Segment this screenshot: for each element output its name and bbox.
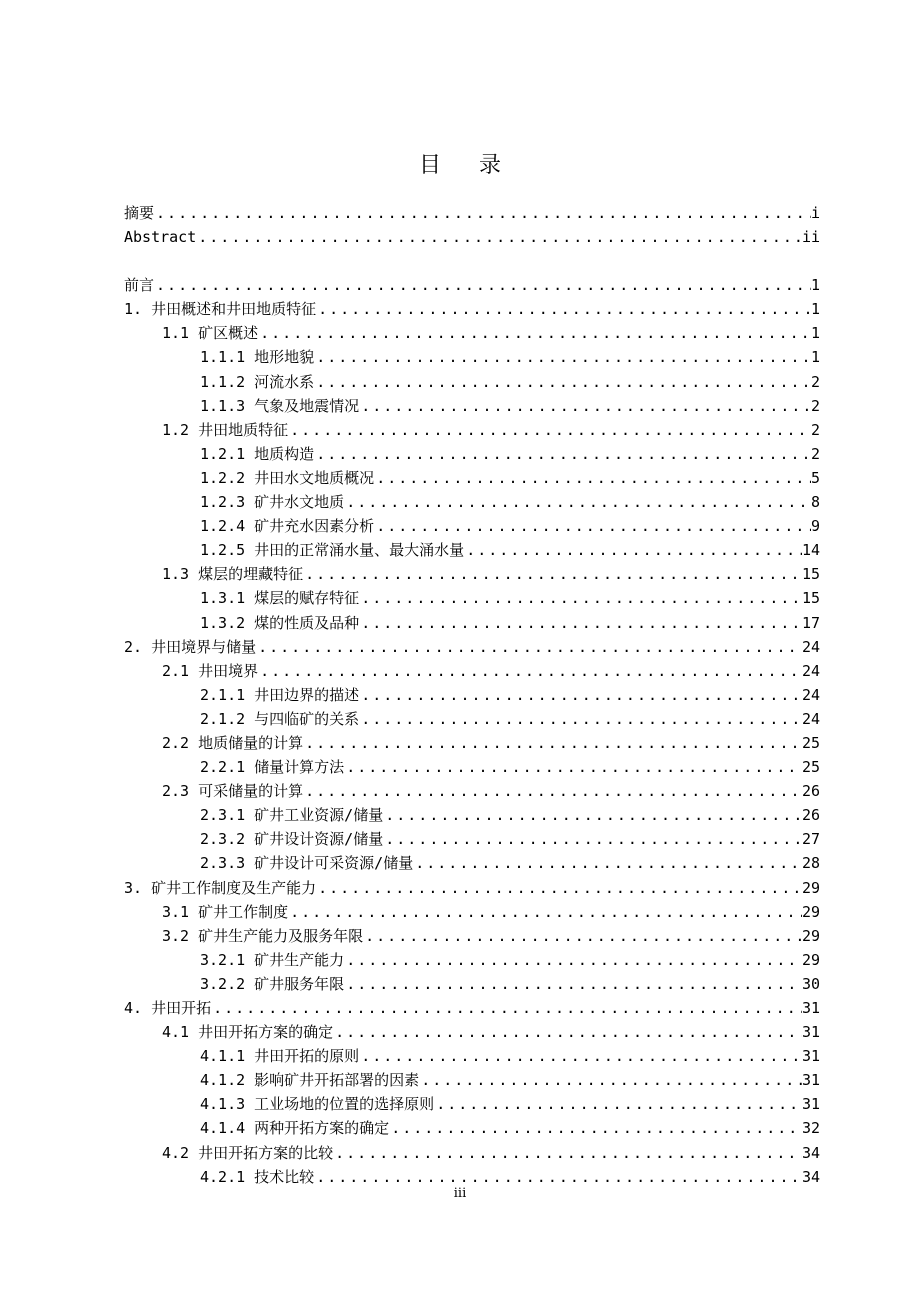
toc-leader-dots [419, 1068, 802, 1092]
toc-entry[interactable] [124, 1044, 820, 1068]
toc-entry-label: 4.1.3 工业场地的位置的选择原则 [200, 1095, 435, 1114]
toc-entry[interactable] [124, 442, 820, 466]
toc-leader-dots [359, 394, 811, 418]
toc-entry-label: 2.3 可采储量的计算 [162, 782, 304, 801]
toc-entry-page: 34 [801, 1167, 820, 1186]
toc-entry-label: 1.2 井田地质特征 [162, 420, 289, 439]
toc-entry-label: 4.1.1 井田开拓的原则 [200, 1047, 360, 1066]
toc-entry-label: 1.1 矿区概述 [162, 324, 259, 343]
toc-leader-dots [363, 924, 802, 948]
toc-entry-label: 1.3 煤层的埋藏特征 [162, 565, 304, 584]
page-title [0, 148, 920, 179]
toc-entry-page: 14 [801, 541, 820, 560]
toc-entry-label: 3.2.1 矿井生产能力 [200, 950, 345, 969]
toc-entry-label: 1. 井田概述和井田地质特征 [124, 300, 317, 319]
toc-entry-page: 1 [810, 276, 820, 295]
toc-leader-dots [374, 514, 811, 538]
toc-entry[interactable] [124, 755, 820, 779]
toc-entry-label: 3. 矿井工作制度及生产能力 [124, 878, 317, 897]
toc-leader-dots [211, 996, 802, 1020]
toc-entry-page: 8 [810, 493, 820, 512]
toc-entry-page: 29 [801, 878, 820, 897]
toc-entry[interactable] [124, 273, 820, 297]
toc-leader-dots [344, 755, 802, 779]
toc-leader-dots [316, 876, 802, 900]
toc-leader-dots [303, 731, 802, 755]
toc-entry-page: 29 [801, 950, 820, 969]
toc-entry[interactable] [124, 948, 820, 972]
toc-leader-dots [359, 586, 802, 610]
toc-entry-label: 前言 [124, 276, 155, 295]
toc-entry[interactable] [124, 611, 820, 635]
toc-entry[interactable] [124, 996, 820, 1020]
toc-entry-label: 1.2.4 矿井充水因素分析 [200, 517, 375, 536]
toc-entry[interactable] [124, 1141, 820, 1165]
toc-entry-label: 2.1.1 井田边界的描述 [200, 685, 360, 704]
toc-entry-label: 1.3.1 煤层的赋存特征 [200, 589, 360, 608]
toc-entry[interactable] [124, 345, 820, 369]
toc-entry-label: 4.1.2 影响矿井开拓部署的因素 [200, 1071, 420, 1090]
toc-entry[interactable] [124, 297, 820, 321]
toc-entry-page: 5 [810, 468, 820, 487]
toc-entry[interactable] [124, 803, 820, 827]
toc-entry[interactable] [124, 1092, 820, 1116]
toc-leader-dots [333, 1020, 802, 1044]
toc-leader-dots [359, 611, 802, 635]
toc-entry[interactable] [124, 418, 820, 442]
toc-entry-label: 4.2 井田开拓方案的比较 [162, 1143, 334, 1162]
toc-entry[interactable] [124, 321, 820, 345]
toc-entry-page: 27 [801, 830, 820, 849]
toc-entry-label: 2.2 地质储量的计算 [162, 733, 304, 752]
toc-leader-dots [344, 490, 811, 514]
toc-entry-page: ii [801, 228, 820, 247]
toc-entry[interactable] [124, 876, 820, 900]
toc-entry-label: 1.2.3 矿井水文地质 [200, 493, 345, 512]
toc-leader-dots [374, 466, 811, 490]
toc-entry-page: 15 [801, 589, 820, 608]
toc-entry-page: 2 [810, 396, 820, 415]
toc-entry[interactable] [124, 1068, 820, 1092]
toc-leader-dots [154, 201, 811, 225]
toc-entry-page: 9 [810, 517, 820, 536]
toc-leader-dots [344, 948, 802, 972]
toc-leader-dots [154, 273, 811, 297]
toc-entry-page: 29 [801, 926, 820, 945]
toc-entry-page: i [810, 204, 820, 222]
toc-entry-page: 26 [801, 806, 820, 825]
table-of-contents [124, 201, 820, 1189]
toc-entry[interactable] [124, 201, 820, 225]
toc-entry[interactable] [124, 466, 820, 490]
toc-entry-page: 26 [801, 782, 820, 801]
toc-entry-page: 31 [801, 999, 820, 1017]
toc-entry-page: 2 [810, 444, 820, 463]
toc-entry[interactable] [124, 490, 820, 514]
toc-entry-page: 24 [801, 661, 820, 680]
toc-entry-label: 1.2.5 井田的正常涌水量、最大涌水量 [200, 541, 465, 560]
toc-entry-label: 摘要 [124, 204, 155, 222]
toc-entry[interactable] [124, 225, 820, 249]
toc-entry-page: 34 [801, 1143, 820, 1162]
toc-entry[interactable] [124, 707, 820, 731]
toc-leader-dots [314, 442, 811, 466]
toc-entry-page: 1 [810, 348, 820, 367]
toc-entry[interactable] [124, 972, 820, 996]
toc-leader-dots [288, 418, 811, 442]
toc-entry[interactable] [124, 659, 820, 683]
toc-leader-dots [316, 297, 811, 321]
toc-entry-page: 24 [801, 685, 820, 704]
toc-entry-page: 32 [801, 1119, 820, 1138]
page-number: iii [453, 1186, 467, 1201]
toc-entry-page: 31 [801, 1047, 820, 1066]
toc-entry-label: 2.2.1 储量计算方法 [200, 758, 345, 777]
toc-leader-dots [288, 900, 802, 924]
toc-entry-label: 2.1 井田境界 [162, 661, 259, 680]
toc-entry-label: 1.2.1 地质构造 [200, 444, 315, 463]
toc-leader-dots [413, 851, 802, 875]
toc-entry-label: 2.3.1 矿井工业资源/储量 [200, 806, 384, 825]
toc-entry[interactable] [124, 851, 820, 875]
toc-leader-dots [314, 370, 811, 394]
toc-entry-page: 1 [810, 324, 820, 343]
toc-entry-page: 28 [801, 854, 820, 873]
toc-leader-dots [359, 683, 802, 707]
toc-entry-label: 1.1.3 气象及地震情况 [200, 396, 360, 415]
toc-entry[interactable] [124, 394, 820, 418]
toc-entry-label: 1.1.1 地形地貌 [200, 348, 315, 367]
toc-leader-dots [258, 321, 811, 345]
toc-entry[interactable] [124, 683, 820, 707]
toc-leader-dots [389, 1116, 802, 1140]
toc-spacer [124, 249, 820, 273]
toc-entry-page: 31 [801, 1023, 820, 1042]
toc-leader-dots [303, 562, 802, 586]
toc-entry-page: 2 [810, 372, 820, 391]
toc-entry-label: 3.2 矿井生产能力及服务年限 [162, 926, 364, 945]
toc-entry-label: 2.3.3 矿井设计可采资源/储量 [200, 854, 414, 873]
toc-leader-dots [333, 1141, 802, 1165]
toc-leader-dots [256, 635, 802, 659]
toc-entry-label: 4.1.4 两种开拓方案的确定 [200, 1119, 390, 1138]
toc-entry-label: 3.1 矿井工作制度 [162, 902, 289, 921]
toc-entry-page: 31 [801, 1095, 820, 1114]
toc-entry-page: 17 [801, 613, 820, 632]
toc-entry-page: 31 [801, 1071, 820, 1090]
toc-entry-page: 2 [810, 420, 820, 439]
toc-entry[interactable] [124, 900, 820, 924]
toc-entry-page: 25 [801, 758, 820, 777]
toc-leader-dots [383, 803, 802, 827]
toc-entry-page: 24 [801, 637, 820, 656]
toc-leader-dots [464, 538, 802, 562]
toc-front-matter [124, 201, 820, 249]
toc-entry[interactable] [124, 1020, 820, 1044]
toc-leader-dots [344, 972, 802, 996]
title-char-1: 目 [418, 153, 441, 178]
toc-entry[interactable] [124, 635, 820, 659]
toc-leader-dots [258, 659, 802, 683]
toc-entry-label: 1.2.2 井田水文地质概况 [200, 468, 375, 487]
toc-entry-page: 29 [801, 902, 820, 921]
toc-entry-label: 4.2.1 技术比较 [200, 1167, 315, 1186]
toc-entry-label: 2.3.2 矿井设计资源/储量 [200, 830, 384, 849]
toc-leader-dots [359, 1044, 802, 1068]
toc-entry-page: 1 [810, 300, 820, 319]
toc-leader-dots [196, 225, 802, 249]
toc-entry-page: 30 [801, 974, 820, 993]
toc-entry-page: 24 [801, 709, 820, 728]
toc-entry[interactable] [124, 731, 820, 755]
toc-entry-label: 2. 井田境界与储量 [124, 637, 257, 656]
toc-entry[interactable] [124, 779, 820, 803]
toc-leader-dots [359, 707, 802, 731]
toc-entry-label: 2.1.2 与四临矿的关系 [200, 709, 360, 728]
toc-entry[interactable] [124, 538, 820, 562]
toc-entry[interactable] [124, 370, 820, 394]
toc-entry-page: 25 [801, 733, 820, 752]
toc-leader-dots [434, 1092, 802, 1116]
toc-entry[interactable] [124, 924, 820, 948]
toc-entry-label: 3.2.2 矿井服务年限 [200, 974, 345, 993]
toc-entry-label: 1.3.2 煤的性质及品种 [200, 613, 360, 632]
toc-entry[interactable] [124, 562, 820, 586]
toc-entry[interactable] [124, 827, 820, 851]
toc-leader-dots [303, 779, 802, 803]
toc-entry-label: Abstract [124, 228, 197, 247]
toc-entry-page: 15 [801, 565, 820, 584]
title-char-2: 录 [479, 153, 502, 178]
toc-leader-dots [314, 345, 811, 369]
toc-body [124, 273, 820, 1189]
toc-entry-label: 4.1 井田开拓方案的确定 [162, 1023, 334, 1042]
toc-entry[interactable] [124, 586, 820, 610]
toc-entry-label: 1.1.2 河流水系 [200, 372, 315, 391]
toc-entry[interactable] [124, 514, 820, 538]
toc-leader-dots [383, 827, 802, 851]
toc-entry[interactable] [124, 1116, 820, 1140]
toc-entry-label: 4. 井田开拓 [124, 999, 212, 1017]
